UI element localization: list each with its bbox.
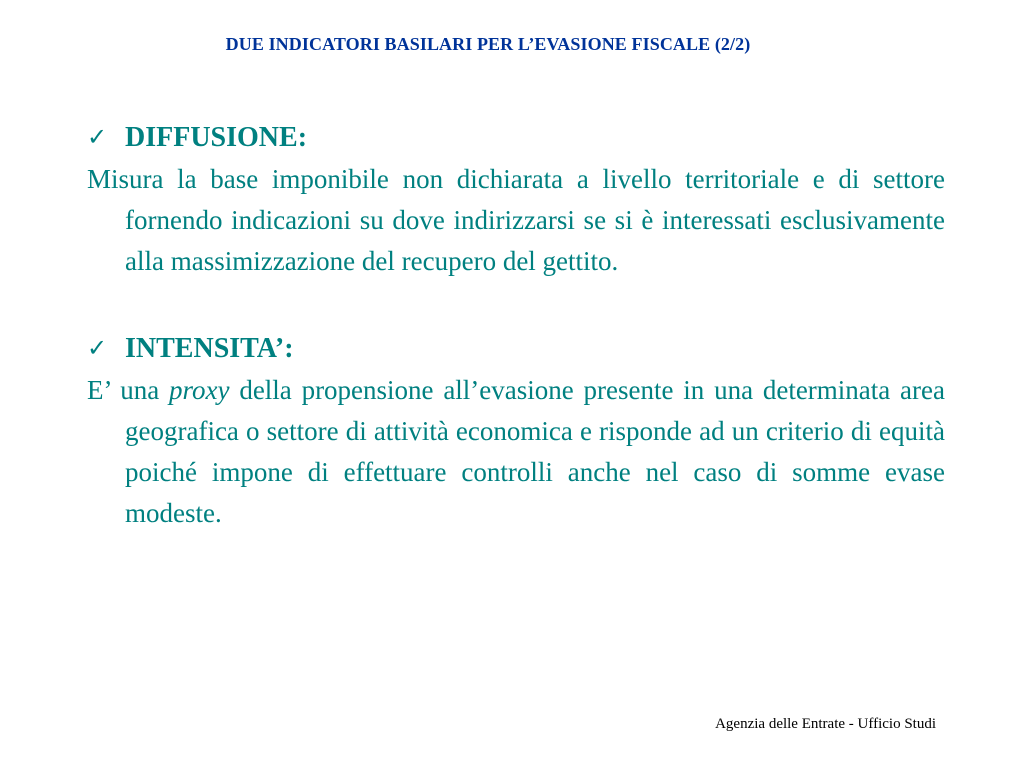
checkmark-icon: ✓ [87, 336, 108, 362]
text-before: E’ una [87, 375, 170, 405]
italic-word: proxy [169, 375, 230, 405]
heading-text: INTENSITA’: [125, 333, 294, 364]
slide-footer: Agenzia delle Entrate - Ufficio Studi [715, 716, 936, 732]
section-heading-diffusione [87, 117, 945, 159]
section-heading-intensita [87, 328, 945, 370]
slide-title: DUE INDICATORI BASILARI PER L’EVASIONE FISCALE (2/2) [225, 34, 751, 54]
heading-text: DIFFUSIONE: [125, 122, 308, 153]
text-after: della propensione all’evasione presente in una determinata area geografica o settore di attività economica e risponde ad un criterio di equità poiché impone di effettuare controlli anche nel caso di somme evase modeste. [125, 375, 945, 528]
checkmark-icon: ✓ [87, 125, 108, 151]
section-text-diffusione: Misura la base imponibile non dichiarata a livello territoriale e di settore fornendo indicazioni su dove indirizzarsi se si è interessati esclusivamente alla massimizzazione del recupero del gettito. [87, 164, 945, 276]
spacer [87, 282, 945, 328]
section-text-intensita [87, 370, 945, 534]
slide-body [87, 117, 945, 534]
